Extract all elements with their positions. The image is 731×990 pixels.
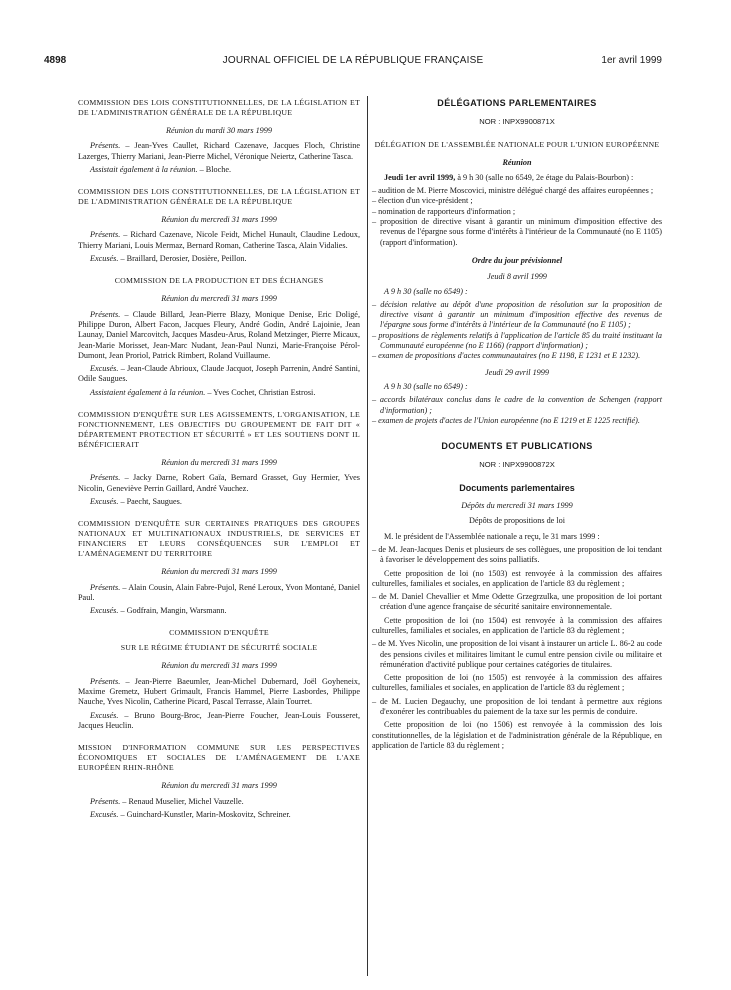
documents-subheading: Documents parlementaires bbox=[459, 482, 575, 493]
meeting-date: Réunion du mercredi 31 mars 1999 bbox=[161, 294, 277, 304]
depots-list bbox=[372, 697, 662, 718]
excuses-label: Excusés. bbox=[90, 606, 119, 616]
right-column bbox=[372, 98, 662, 754]
assistait-label: Assistait également à la réunion. bbox=[90, 164, 198, 174]
list-item: – de M. Lucien Degauchy, une proposition de loi tendant à permettre aux régions d'exonérer les contribuables du paiement de la taxe sur les permis de conduire. bbox=[372, 697, 662, 718]
depots-list bbox=[372, 639, 662, 670]
section-commission-production bbox=[78, 276, 360, 398]
presents-names: – Richard Cazenave, Nicole Feidt, Michel Hunault, Claudine Ledoux, Thierry Mariani, Louis Mermaz, Bernard Roman, Catherine Tasca, Alain Vidalies. bbox=[78, 230, 360, 250]
section-title: COMMISSION DE LA PRODUCTION ET DES ÉCHANGES bbox=[114, 276, 324, 286]
issue-date: 1er avril 1999 bbox=[601, 55, 662, 66]
excuses-paragraph bbox=[78, 364, 360, 385]
section-title: COMMISSION DES LOIS CONSTITUTIONNELLES, DE LA LÉGISLATION ET DE L'ADMINISTRATION GÉNÉRALE DE LA RÉPUBLIQUE bbox=[78, 98, 360, 117]
presents-paragraph bbox=[78, 141, 360, 162]
renvoi-paragraph: Cette proposition de loi (no 1505) est renvoyée à la commission des affaires culturelles, familiales et sociales, en application de l'article 83 du règlement ; bbox=[372, 673, 662, 693]
list-item: – examen de projets d'actes de l'Union européenne (no E 1219 et E 1225 rectifié). bbox=[372, 416, 662, 426]
list-item: – proposition de directive visant à garantir un minimum d'imposition effective des revenus de l'épargne sous forme d'intérêts à l'intérieur de la Communauté (no E 1105) (rapport d'information). bbox=[372, 217, 662, 248]
renvoi-paragraph: Cette proposition de loi (no 1503) est renvoyée à la commission des affaires culturelles, familiales et sociales, en application de l'article 83 du règlement ; bbox=[372, 568, 662, 588]
presents-names: – Jacky Darne, Robert Gaïa, Bernard Grasset, Guy Hermier, Yves Nicolin, Geneviève Perrin Gaillard, André Vauchez. bbox=[78, 473, 360, 493]
presents-label: Présents. bbox=[90, 141, 121, 151]
left-column bbox=[78, 98, 360, 832]
delegations-heading: DÉLÉGATIONS PARLEMENTAIRES bbox=[437, 98, 597, 108]
list-item: – élection d'un vice-président ; bbox=[372, 196, 662, 206]
reunion-place: à 9 h 30 (salle no 6549, 2e étage du Palais-Bourbon) : bbox=[455, 172, 634, 182]
assistait-names: – Bloche. bbox=[197, 164, 232, 174]
assistaient-label: Assistaient également à la réunion. bbox=[90, 387, 206, 397]
section-title-line1: COMMISSION D'ENQUÊTE bbox=[169, 628, 269, 638]
excuses-paragraph bbox=[78, 606, 360, 616]
documents-heading: DOCUMENTS ET PUBLICATIONS bbox=[441, 441, 593, 452]
section-commission-lois-mardi bbox=[78, 98, 360, 175]
list-item: – examen de propositions d'actes communautaires (no E 1198, E 1231 et E 1232). bbox=[372, 351, 662, 361]
presents-paragraph bbox=[78, 797, 360, 807]
meeting-date: Réunion du mercredi 31 mars 1999 bbox=[161, 215, 277, 225]
excuses-label: Excusés. bbox=[90, 809, 119, 819]
reunion-label: Réunion bbox=[502, 157, 532, 167]
jeudi8-time: A 9 h 30 (salle no 6549) : bbox=[384, 286, 468, 296]
section-enquete-groupes bbox=[78, 519, 360, 616]
list-item: – décision relative au dépôt d'une proposition de résolution sur la proposition de directive visant à garantir un minimum d'imposition effective des revenus de l'épargne sous forme d'intérêts à l'intérieur de la Communauté (no E 1105) ; bbox=[372, 300, 662, 331]
presents-label: Présents. bbox=[90, 309, 121, 319]
list-item: – de M. Yves Nicolin, une proposition de loi visant à instaurer un article L. 86-2 au code des pensions civiles et militaires limitant le cumul entre pension civile ou militaire et rémunération d'activité publique pour certaines catégories de titulaires. bbox=[372, 639, 662, 670]
section-title: COMMISSION DES LOIS CONSTITUTIONNELLES, DE LA LÉGISLATION ET DE L'ADMINISTRATION GÉNÉRALE DE LA RÉPUBLIQUE bbox=[78, 187, 360, 207]
presents-names: – Jean-Pierre Baeumler, Jean-Michel Dubernard, Joël Goyheneix, Maxime Gremetz, Hubert Grimault, Francis Hammel, Pierre Lasbordes, Philippe Nauche, Yves Nicolin, Catherine Picard, Pascal Terrasse, Alain Tourret. bbox=[78, 676, 360, 707]
excuses-names: – Paecht, Saugues. bbox=[118, 496, 182, 506]
nor-reference: NOR : INPX9900872X bbox=[479, 460, 555, 470]
delegation-title: DÉLÉGATION DE L'ASSEMBLÉE NATIONALE POUR L'UNION EUROPÉENNE bbox=[374, 139, 660, 149]
ordre-du-jour-title: Ordre du jour prévisionnel bbox=[471, 255, 563, 265]
excuses-names: – Bruno Bourg-Broc, Jean-Pierre Foucher, Jean-Louis Fousseret, Jacques Heuclin. bbox=[78, 710, 360, 730]
excuses-label: Excusés. bbox=[90, 496, 119, 506]
page-number: 4898 bbox=[44, 55, 67, 66]
depots-intro: M. le président de l'Assemblée nationale a reçu, le 31 mars 1999 : bbox=[384, 531, 600, 541]
meeting-date: Réunion du mercredi 31 mars 1999 bbox=[161, 567, 277, 577]
assistaient-names: – Yves Cochet, Christian Estrosi. bbox=[205, 387, 316, 397]
presents-label: Présents. bbox=[90, 676, 121, 686]
presents-paragraph bbox=[78, 310, 360, 361]
jeudi29-date: Jeudi 29 avril 1999 bbox=[485, 367, 549, 377]
list-item: – de M. Jean-Jacques Denis et plusieurs de ses collègues, une proposition de loi tendant à favoriser le développement des soins palliatifs. bbox=[372, 545, 662, 566]
section-title-line2: SUR LE RÉGIME ÉTUDIANT DE SÉCURITÉ SOCIALE bbox=[120, 643, 318, 653]
reunion-date: Jeudi 1er avril 1999, bbox=[384, 172, 456, 182]
presents-label: Présents. bbox=[90, 582, 121, 592]
jeudi29-list bbox=[372, 395, 662, 426]
excuses-paragraph bbox=[78, 810, 360, 820]
jeudi8-date: Jeudi 8 avril 1999 bbox=[487, 272, 547, 282]
section-enquete-dps bbox=[78, 410, 360, 507]
meeting-date: Réunion du mercredi 31 mars 1999 bbox=[161, 661, 277, 671]
excuses-names: – Jean-Claude Abrioux, Claude Jacquot, Joseph Parrenin, André Santini, Odile Saugues. bbox=[78, 364, 360, 384]
list-item: – propositions de règlements relatifs à l'application de l'article 85 du traité instituant la Communauté européenne (no E 1166) (rapport d'information) ; bbox=[372, 331, 662, 352]
excuses-label: Excusés. bbox=[90, 364, 119, 374]
section-mission-rhin-rhone bbox=[78, 743, 360, 820]
excuses-names: – Godfrain, Mangin, Warsmann. bbox=[118, 606, 227, 616]
section-title: MISSION D'INFORMATION COMMUNE SUR LES PERSPECTIVES ÉCONOMIQUES ET SOCIALES DE L'AMÉNAGEMENT DE L'AXE EUROPÉEN RHIN-RHÔNE bbox=[78, 743, 360, 773]
renvoi-paragraph: Cette proposition de loi (no 1504) est renvoyée à la commission des affaires culturelles, familiales et sociales, en application de l'article 83 du règlement ; bbox=[372, 615, 662, 635]
presents-paragraph bbox=[78, 230, 360, 251]
presents-label: Présents. bbox=[90, 473, 121, 483]
excuses-paragraph bbox=[78, 497, 360, 507]
excuses-names: – Guinchard-Kunstler, Marin-Moskovitz, Schreiner. bbox=[118, 809, 291, 819]
list-item: – de M. Daniel Chevallier et Mme Odette Grzegrzulka, une proposition de loi portant création d'une agence française de sécurité sanitaire environnementale. bbox=[372, 592, 662, 613]
renvoi-paragraph: Cette proposition de loi (no 1506) est renvoyée à la commission des lois constitutionnelles, de la législation et de l'administration générale de la République, en application de l'article 83 du règlement ; bbox=[372, 720, 662, 750]
presents-names: – Renaud Muselier, Michel Vauzelle. bbox=[120, 796, 244, 806]
nor-reference: NOR : INPX9900871X bbox=[479, 117, 555, 127]
jeudi8-list bbox=[372, 300, 662, 362]
agenda-list bbox=[372, 186, 662, 248]
depots-list bbox=[372, 592, 662, 613]
assistaient-paragraph bbox=[78, 388, 360, 398]
journal-title: JOURNAL OFFICIEL DE LA RÉPUBLIQUE FRANÇAISE bbox=[222, 55, 484, 66]
depots-list bbox=[372, 545, 662, 566]
excuses-label: Excusés. bbox=[90, 254, 119, 264]
column-divider bbox=[367, 96, 368, 976]
depots-title: Dépôts de propositions de loi bbox=[469, 516, 565, 526]
presents-paragraph bbox=[78, 583, 360, 604]
meeting-date: Réunion du mercredi 31 mars 1999 bbox=[161, 458, 277, 468]
excuses-label: Excusés. bbox=[90, 710, 119, 720]
meeting-date: Réunion du mardi 30 mars 1999 bbox=[166, 126, 272, 135]
jeudi29-time: A 9 h 30 (salle no 6549) : bbox=[384, 381, 468, 391]
list-item: – nomination de rapporteurs d'information ; bbox=[372, 207, 662, 217]
presents-names: – Claude Billard, Jean-Pierre Blazy, Monique Denise, Eric Doligé, Philippe Duron, Albert Facon, Jacques Fleury, André Godin, André Lajoinie, Jean Launay, Daniel Marcovitch, Jacques Masdeu-Arus, Roland Metzinger, Pierre Micaux, Jean-Marie Morisset, Jean-Marc Nudant, Jean-Paul Nunzi, Marie-Françoise Pérol-Dumont, Jean Proriol, Patrick Rimbert, Roland Vuillaume. bbox=[78, 309, 360, 360]
depots-date: Dépôts du mercredi 31 mars 1999 bbox=[461, 501, 573, 511]
list-item: – accords bilatéraux conclus dans le cadre de la convention de Schengen (rapport d'information) ; bbox=[372, 395, 662, 416]
presents-names: – Jean-Yves Caullet, Richard Cazenave, Jacques Floch, Christine Lazerges, Thierry Mariani, Jean-Pierre Michel, Véronique Neiertz, Catherine Tasca. bbox=[78, 141, 360, 161]
presents-paragraph bbox=[78, 677, 360, 708]
reunion-intro bbox=[372, 173, 662, 183]
presents-paragraph bbox=[78, 473, 360, 494]
section-title: COMMISSION D'ENQUÊTE SUR CERTAINES PRATIQUES DES GROUPES NATIONAUX ET MULTINATIONAUX INDUSTRIELS, DE SERVICES ET FINANCIERS ET LEURS CONSÉQUENCES SUR L'EMPLOI ET L'AMÉNAGEMENT DU TERRITOIRE bbox=[78, 519, 360, 559]
page-header bbox=[44, 55, 662, 69]
presents-names: – Alain Cousin, Alain Fabre-Pujol, René Leroux, Yvon Montané, Daniel Paul. bbox=[78, 582, 360, 602]
excuses-paragraph bbox=[78, 711, 360, 732]
meeting-date: Réunion du mercredi 31 mars 1999 bbox=[161, 781, 277, 791]
excuses-paragraph bbox=[78, 254, 360, 264]
assistait-paragraph bbox=[78, 165, 360, 175]
section-commission-lois-mercredi bbox=[78, 187, 360, 264]
presents-label: Présents. bbox=[90, 230, 121, 240]
excuses-names: – Braillard, Derosier, Dosière, Peillon. bbox=[118, 254, 247, 264]
section-title: COMMISSION D'ENQUÊTE SUR LES AGISSEMENTS, L'ORGANISATION, LE FONCTIONNEMENT, LES OBJECTIFS DU GROUPEMENT DE FAIT DIT « DÉPARTEMENT PROTECTION ET SÉCURITÉ » ET LES SOUTIENS DONT IL BÉNÉFICIERAIT bbox=[78, 410, 360, 450]
presents-label: Présents. bbox=[90, 796, 121, 806]
section-enquete-etudiant bbox=[78, 628, 360, 731]
list-item: – audition de M. Pierre Moscovici, ministre délégué chargé des affaires européennes ; bbox=[372, 186, 662, 196]
